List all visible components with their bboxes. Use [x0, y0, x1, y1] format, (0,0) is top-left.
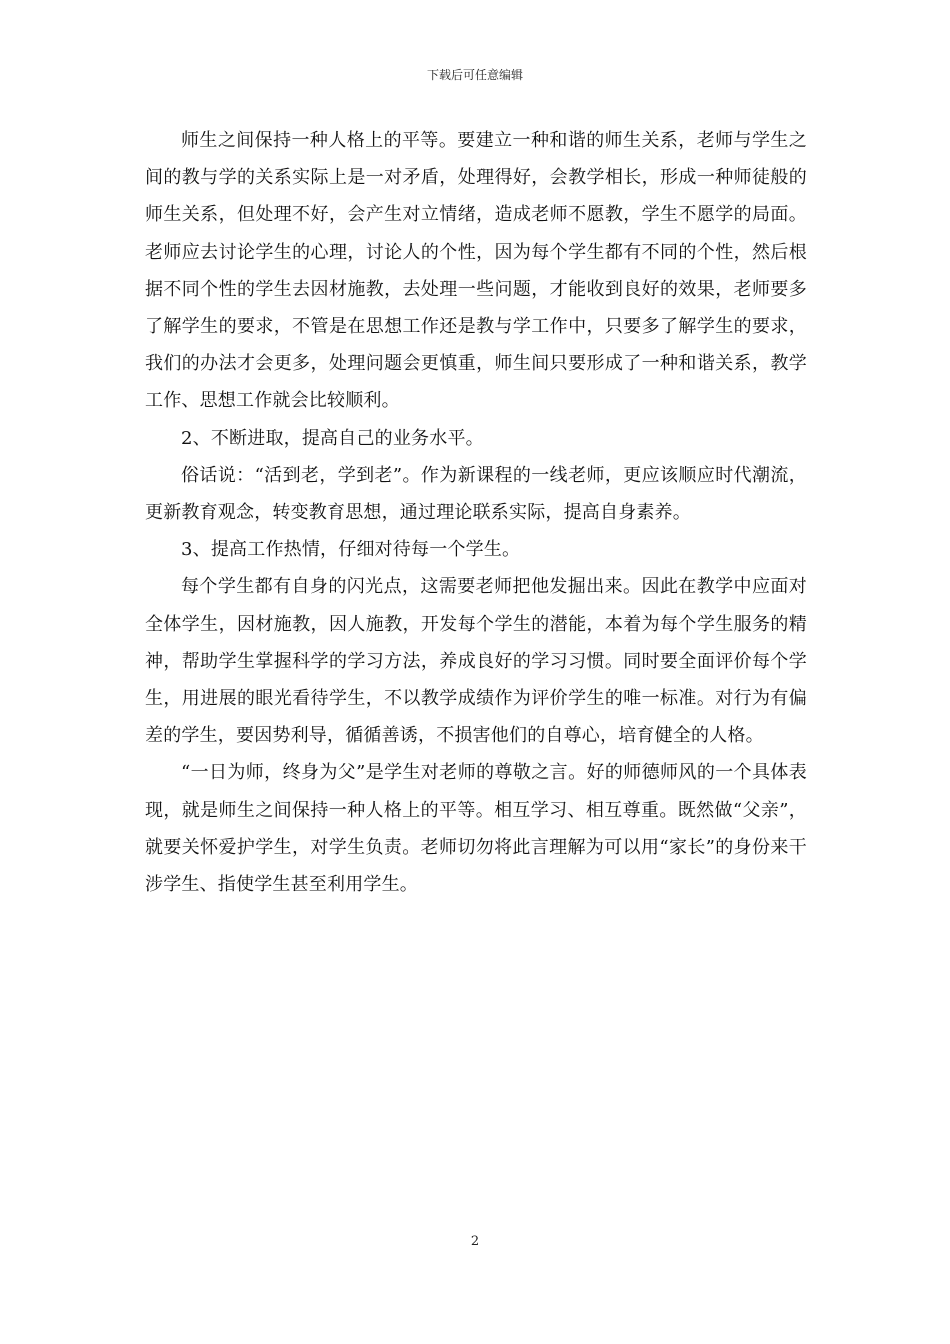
page-number: 2 — [470, 1234, 480, 1249]
paragraph-lifelong-learning: 俗话说：“活到老，学到老”。作为新课程的一线老师，更应该顺应时代潮流，更新教育观念，转变教育思想，通过理论联系实际，提高自身素养。 — [145, 464, 807, 524]
paragraph-care-for-students: 每个学生都有自身的闪光点，这需要老师把他发掘出来。因此在教学中应面对全体学生，因材施教，因人施教，开发每个学生的潜能，本着为每个学生服务的精神，帮助学生掌握科学的学习方法，养成良好的学习习惯。同时要全面评价每个学生，用进展的眼光看待学生，不以教学成绩作为评价学生的唯一标准。对行为有偏差的学生，要因势利导，循循善诱，不损害他们的自尊心，培育健全的人格。 — [145, 576, 807, 747]
page-header-note: 下载后可任意编辑 — [426, 68, 523, 82]
document-body — [145, 122, 807, 903]
section-heading-3: 3、提高工作热情，仔细对待每一个学生。 — [181, 539, 521, 561]
paragraph-teacher-as-father: “一日为师，终身为父”是学生对老师的尊敬之言。好的师德师风的一个具体表现，就是师生之间保持一种人格上的平等。相互学习、相互尊重。既然做“父亲”，就要关怀爱护学生，对学生负责。老师切勿将此言理解为可以用“家长”的身份来干涉学生、指使学生甚至利用学生。 — [145, 762, 807, 896]
section-heading-2: 2、不断进取，提高自己的业务水平。 — [181, 427, 484, 449]
paragraph-teacher-student-equality: 师生之间保持一种人格上的平等。要建立一种和谐的师生关系，老师与学生之间的教与学的关系实际上是一对矛盾，处理得好，会教学相长，形成一种师徒般的师生关系，但处理不好，会产生对立情绪，造成老师不愿教，学生不愿学的局面。老师应去讨论学生的心理，讨论人的个性，因为每个学生都有不同的个性，然后根据不同个性的学生去因材施教，去处理一些问题，才能收到良好的效果，老师要多了解学生的要求，不管是在思想工作还是教与学工作中，只要多了解学生的要求，我们的办法才会更多，处理问题会更慎重，师生间只要形成了一种和谐关系，教学工作、思想工作就会比较顺利。 — [145, 130, 807, 412]
